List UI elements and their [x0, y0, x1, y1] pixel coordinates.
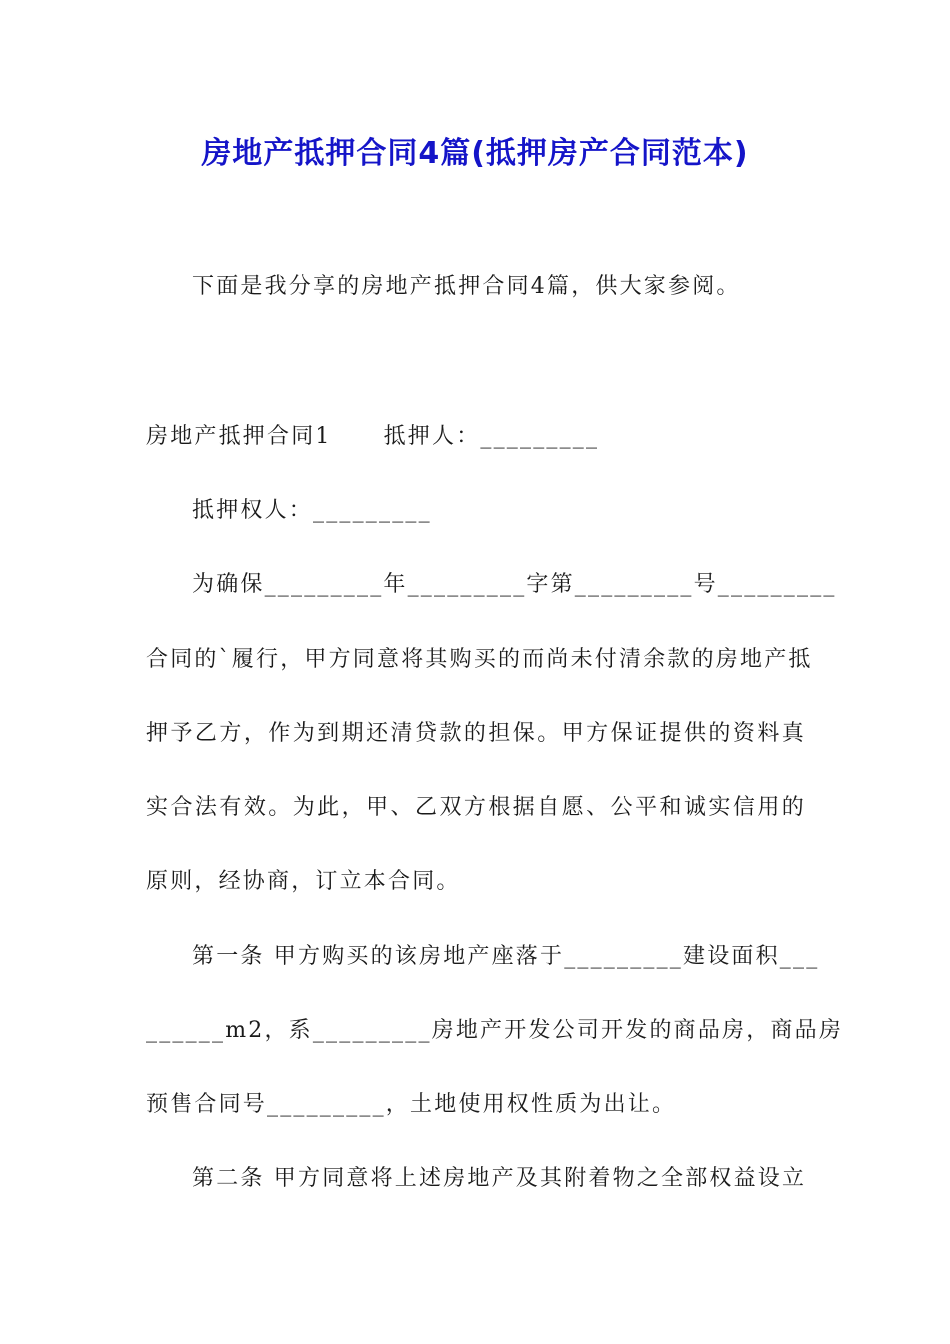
- preamble-line: 合同的`履行，甲方同意将其购买的而尚未付清余款的房地产抵: [146, 647, 813, 672]
- preamble-line: 押予乙方，作为到期还清贷款的担保。甲方保证提供的资料真: [146, 721, 806, 746]
- preamble-line: 原则，经协商，订立本合同。: [146, 869, 461, 894]
- mortgagor-field: 抵押人：_________: [383, 424, 600, 449]
- preamble-line: 为确保_________年_________字第_________号_________: [192, 572, 837, 597]
- article-1-line: 第一条 甲方购买的该房地产座落于_________建设面积___: [192, 944, 820, 969]
- preamble-line: 实合法有效。为此，甲、乙双方根据自愿、公平和诚实信用的: [146, 795, 806, 820]
- section-heading-row: [146, 422, 806, 452]
- intro-paragraph: 下面是我分享的房地产抵押合同4篇，供大家参阅。: [192, 274, 741, 299]
- article-1-line: 预售合同号_________，土地使用权性质为出让。: [146, 1092, 677, 1117]
- section-heading: 房地产抵押合同1: [146, 424, 332, 449]
- mortgagee-field: 抵押权人：_________: [192, 498, 432, 523]
- article-1-line: ______m2，系_________房地产开发公司开发的商品房，商品房: [146, 1018, 844, 1043]
- document-title: 房地产抵押合同4篇(抵押房产合同范本): [201, 136, 749, 171]
- article-2-line: 第二条 甲方同意将上述房地产及其附着物之全部权益设立: [192, 1166, 807, 1191]
